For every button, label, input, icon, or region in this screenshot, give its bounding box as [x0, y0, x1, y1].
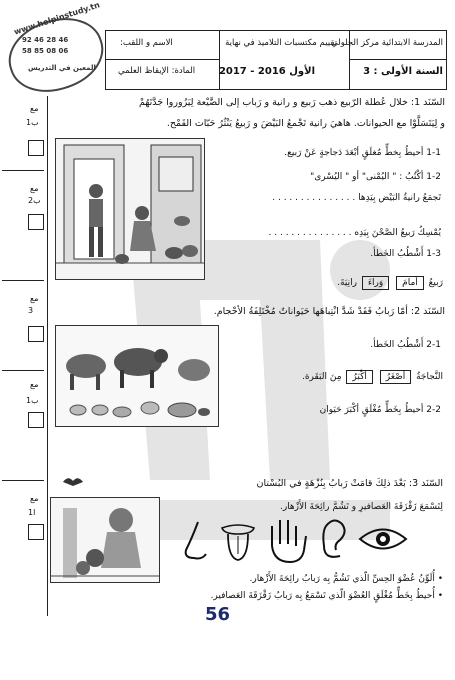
hand-icon[interactable]	[266, 516, 310, 564]
s3-bullet-1: • أُلَوِّنُ عُضْوَ الحِسِّ الّذي تَشُمُّ بِه رَبابُ رائِحَةَ الأَزْهار.	[249, 574, 443, 584]
s1-q3-pre: رَبيعُ	[428, 278, 443, 288]
s1-intro-1: السّنَد 1: خلال عُطلة الرّبيع ذهب رَبيع و رانية و رَباب إلى الضَّيْعة لِيَزُوروا جَدَّتَهُمْ	[138, 97, 445, 108]
stamp-phone-1: 92 46 28 46	[22, 36, 69, 44]
s1-q2-answer-2[interactable]: يُمْسِكُ رَبيعُ الصَّحْنَ بِيَدِه . . . . . . . . . . . . . . .	[268, 228, 441, 238]
s2-q1-sentence	[302, 370, 443, 384]
s2-q1-post: مِنَ البَقَرة.	[301, 372, 342, 382]
farm-scene-image	[55, 138, 205, 280]
s2-q1-option-smaller[interactable]: أصْغَرُ	[380, 370, 411, 384]
s1-q1: 1-1 أحيطُ بِخطٍّ مُغلَقٍ أبْعَدَ دَجاجةٍ عَنْ رَبيع.	[284, 148, 441, 158]
assessment-title: تقييم مكتسبات التلاميذ في نهاية	[225, 38, 337, 48]
s1-q3-post: رانِيَةَ.	[337, 278, 357, 288]
s2-q1-pre: النَّجاجَةُ	[416, 372, 443, 382]
eye-icon[interactable]	[358, 522, 408, 556]
level-label: السنة الأولى : 3	[363, 66, 443, 77]
s1-intro-2: و لِيَتَسَلَّوْا مع الحيوانات. هاهيَ رانية تَجْمعُ البَيْضَ و رَبيعُ يَنْثُرُ حَبّات القَمْح.	[166, 118, 445, 129]
s2-q2: 2-2 أحيطُ بِخَطٍّ مُغْلَقٍ أكْبَرَ حَيَوان	[319, 405, 441, 415]
s1-q3-sentence	[337, 276, 443, 290]
subject-label: المادة: الإيقاظ العلمي	[118, 66, 196, 76]
s2-intro: السّنَد 2: أمّا رَبابُ فَقَدْ شَدَّ انْتِباهَها حَيَواناتٌ مُخْتَلِفَةُ الأحْجام.	[213, 306, 445, 317]
stamp-phone-2: 58 85 08 06	[22, 47, 69, 55]
animals-image	[55, 325, 219, 427]
s1-q3-option-behind[interactable]: وَراءَ	[362, 276, 389, 290]
grade-box-1[interactable]	[28, 140, 44, 156]
ear-icon[interactable]	[318, 516, 348, 562]
grade-box-5[interactable]	[28, 524, 44, 540]
grade-box-3[interactable]	[28, 326, 44, 342]
s1-q3: 1-3 أَشْطُبُ الخَطأ.	[370, 249, 441, 259]
girl-garden-illustration	[51, 498, 159, 582]
s2-q1: 2-1 أَشْطُبُ الخَطأ.	[370, 340, 441, 350]
page-number: 56	[205, 604, 231, 625]
school-name: المدرسة الابتدائية مركز الجلولي	[331, 38, 443, 48]
grade-label-2: مع	[30, 184, 39, 193]
s1-q3-option-front[interactable]: أمامَ	[396, 276, 424, 290]
s1-q2: 1-2 أكْتُبُ : " اليُمْنى" أو " اليُسْرى"	[310, 172, 441, 182]
grade-sub-3: 3	[28, 306, 34, 315]
nose-icon[interactable]	[178, 520, 212, 564]
grade-box-4[interactable]	[28, 412, 44, 428]
tongue-icon[interactable]	[218, 520, 258, 564]
grade-label-4: مع	[30, 380, 39, 389]
animals-illustration	[56, 326, 218, 426]
grade-label-5: مع	[30, 494, 39, 503]
s3-line-2: لِتَسْمَعَ زَقْزَقَةَ العَصافيرِ و تَشُمَّ رائِحَةَ الأَزْهار.	[279, 502, 443, 512]
girl-garden-image	[50, 497, 160, 583]
s3-bullet-2: • أُحيطُ بِخَطٍّ مُغْلَقٍ العُضْوَ الّذي تَسْمَعُ بِه رَبابُ زَقْزَقَةَ العَصافير.	[210, 591, 443, 601]
assessment-period: الأول 2016 - 2017	[218, 66, 315, 77]
grade-label-1: مع	[30, 104, 39, 113]
grade-label-3: مع	[30, 294, 39, 303]
grade-sub-1: 1ب	[26, 118, 39, 127]
grade-sub-4: 1ب	[26, 396, 39, 405]
stamp-name: المعين في التدريس	[28, 64, 96, 72]
grade-sub-5: 1ا	[28, 508, 36, 517]
bird-icon	[62, 474, 84, 490]
s2-q1-option-bigger[interactable]: أكْبَرُ	[346, 370, 372, 384]
farm-scene-illustration	[56, 139, 204, 279]
student-name-label: الاسم و اللقب:	[120, 38, 173, 48]
stamp-url: www.helpinstudy.tn	[12, 0, 101, 37]
s3-intro: السّنَد 3: بَعْدَ ذلِكَ قامَتْ رَبابُ بِنُزْهَةٍ في البُسْتان	[256, 478, 443, 489]
s1-q2-answer-1[interactable]: تَجمَعُ رانيةُ البَيْض بِيَدِها . . . . . . . . . . . . . . .	[272, 193, 441, 203]
grade-sub-2: 2ب	[28, 196, 41, 205]
grade-box-2[interactable]	[28, 214, 44, 230]
